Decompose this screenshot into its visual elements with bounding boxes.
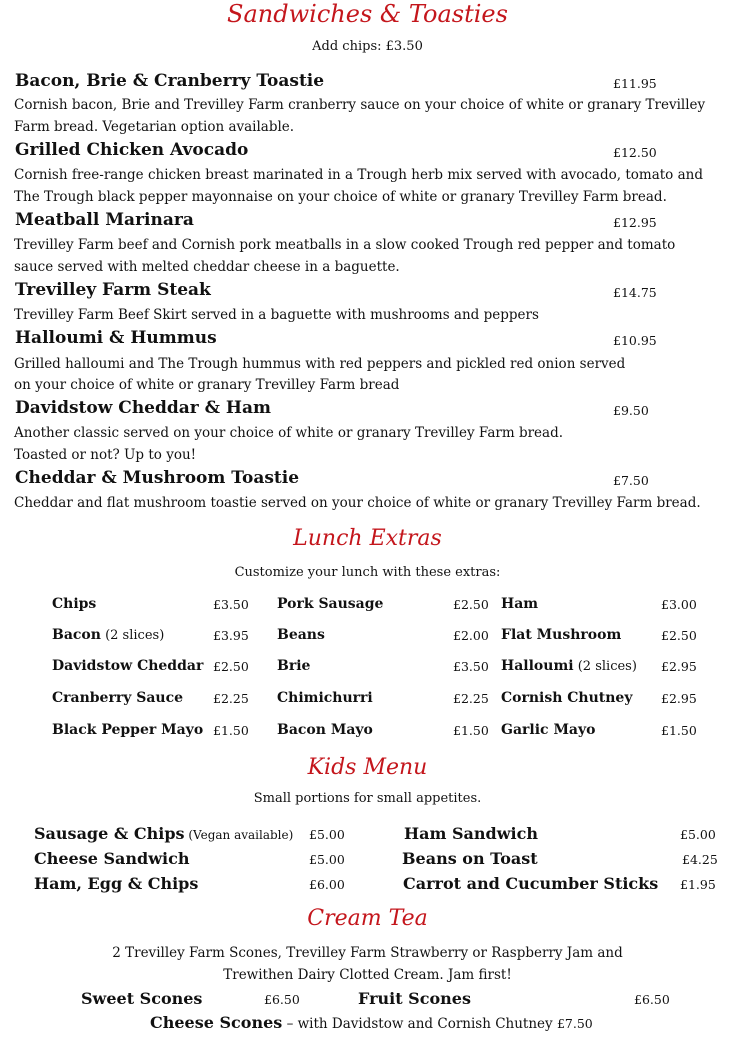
dish-description: Cornish free-range chicken breast marinated in a Trough herb mix served with avocado, tomato and xyxy=(14,167,703,183)
kids-item-price: £5.00 xyxy=(309,827,345,842)
kids-item-price: £6.00 xyxy=(309,877,345,892)
kids-menu-subtitle: Small portions for small appetites. xyxy=(253,791,482,806)
scones-name: Cheese Scones xyxy=(150,1013,283,1032)
extra-item-name: Pork Sausage xyxy=(277,596,384,612)
dish-price: £12.50 xyxy=(613,145,657,160)
cream-tea-description: 2 Trevilley Farm Scones, Trevilley Farm Strawberry or Raspberry Jam and xyxy=(112,945,623,961)
kids-item-price: £5.00 xyxy=(680,827,716,842)
cream-tea-description: Trewithen Dairy Clotted Cream. Jam first! xyxy=(223,967,512,983)
scones-name: Fruit Scones xyxy=(358,989,471,1008)
extra-item-price: £2.25 xyxy=(453,691,489,706)
dish-price: £7.50 xyxy=(613,473,649,488)
scones-price: £6.50 xyxy=(634,992,670,1007)
extra-item-name: Cranberry Sauce xyxy=(52,690,184,706)
dish-name: Meatball Marinara xyxy=(15,210,194,230)
dish-description: The Trough black pepper mayonnaise on your choice of white or granary Trevilley Farm bread. xyxy=(14,189,667,205)
kids-item-name: Cheese Sandwich xyxy=(34,849,190,868)
extra-item-name: Black Pepper Mayo xyxy=(52,722,204,738)
dish-description: Farm bread. Vegetarian option available. xyxy=(14,119,295,135)
kids-item-price: £5.00 xyxy=(309,852,345,867)
extra-item-name: Davidstow Cheddar xyxy=(52,658,204,674)
extra-item-price: £3.50 xyxy=(453,659,489,674)
extra-item-price: £2.50 xyxy=(213,659,249,674)
dish-description: Cornish bacon, Brie and Trevilley Farm cranberry sauce on your choice of white or granary Trevilley xyxy=(14,97,706,113)
dish-description: Trevilley Farm Beef Skirt served in a baguette with mushrooms and peppers xyxy=(14,307,539,323)
dish-description: sauce served with melted cheddar cheese in a baguette. xyxy=(14,259,400,275)
extra-item-price: £3.50 xyxy=(213,597,249,612)
extra-item-price: £2.95 xyxy=(661,691,697,706)
sandwiches-subtitle: Add chips: £3.50 xyxy=(312,39,423,54)
extra-item-name: Brie xyxy=(277,658,311,674)
kids-item-price: £4.25 xyxy=(682,852,718,867)
extra-item-price: £2.50 xyxy=(453,597,489,612)
lunch-extras-heading: Lunch Extras xyxy=(293,526,442,551)
extra-item-name: Flat Mushroom xyxy=(501,627,622,643)
extra-item-name: Ham xyxy=(501,596,539,612)
dish-description: Toasted or not? Up to you! xyxy=(14,447,197,463)
extra-item-name: Chips xyxy=(52,596,97,612)
kids-item-name: Carrot and Cucumber Sticks xyxy=(403,874,659,893)
dish-name: Cheddar & Mushroom Toastie xyxy=(15,468,300,488)
extra-item-name: Chimichurri xyxy=(277,690,373,706)
kids-item-name: Beans on Toast xyxy=(402,849,538,868)
extra-item-price: £2.95 xyxy=(661,659,697,674)
dish-name: Bacon, Brie & Cranberry Toastie xyxy=(15,71,325,91)
extra-item-price: £2.25 xyxy=(213,691,249,706)
extra-item-name: Halloumi (2 slices) xyxy=(501,658,637,674)
dish-name: Grilled Chicken Avocado xyxy=(15,140,249,160)
dish-description: on your choice of white or granary Trevilley Farm bread xyxy=(14,377,400,393)
extra-item-price: £2.00 xyxy=(453,628,489,643)
extra-item-price: £3.95 xyxy=(213,628,249,643)
kids-item-price: £1.95 xyxy=(680,877,716,892)
extra-item-price: £1.50 xyxy=(661,723,697,738)
dish-name: Halloumi & Hummus xyxy=(15,328,217,348)
cheese-scones-row xyxy=(150,1013,593,1032)
extra-item-name: Cornish Chutney xyxy=(501,690,633,706)
dish-price: £10.95 xyxy=(613,333,657,348)
extra-item-name: Bacon Mayo xyxy=(277,722,373,738)
dish-name: Trevilley Farm Steak xyxy=(15,280,211,300)
scones-note: – with Davidstow and Cornish Chutney xyxy=(282,1016,557,1032)
dish-price: £14.75 xyxy=(613,285,657,300)
extra-item-price: £1.50 xyxy=(453,723,489,738)
dish-description: Grilled halloumi and The Trough hummus with red peppers and pickled red onion served xyxy=(14,356,626,372)
kids-item-name: Ham, Egg & Chips xyxy=(34,874,199,893)
dish-price: £11.95 xyxy=(613,76,657,91)
kids-item-name: Sausage & Chips (Vegan available) xyxy=(34,824,294,843)
extra-item-name: Beans xyxy=(277,627,325,643)
extra-item-price: £2.50 xyxy=(661,628,697,643)
dish-price: £12.95 xyxy=(613,215,657,230)
dish-description: Cheddar and flat mushroom toastie served on your choice of white or granary Trevilley Farm bread. xyxy=(14,495,701,511)
scones-price: £7.50 xyxy=(556,1016,593,1031)
dish-description: Another classic served on your choice of white or granary Trevilley Farm bread. xyxy=(14,425,564,441)
kids-item-name: Ham Sandwich xyxy=(404,824,538,843)
dish-price: £9.50 xyxy=(613,403,649,418)
dish-name: Davidstow Cheddar & Ham xyxy=(15,398,271,418)
scones-name: Sweet Scones xyxy=(81,989,203,1008)
scones-price: £6.50 xyxy=(264,992,300,1007)
extra-item-price: £3.00 xyxy=(661,597,697,612)
cream-tea-heading: Cream Tea xyxy=(307,906,428,931)
kids-menu-heading: Kids Menu xyxy=(307,755,428,780)
extra-item-name: Garlic Mayo xyxy=(501,722,596,738)
dish-description: Trevilley Farm beef and Cornish pork meatballs in a slow cooked Trough red pepper and tomato xyxy=(14,237,676,253)
extra-item-price: £1.50 xyxy=(213,723,249,738)
extra-item-name: Bacon (2 slices) xyxy=(52,627,165,643)
lunch-extras-subtitle: Customize your lunch with these extras: xyxy=(234,565,501,580)
sandwiches-heading: Sandwiches & Toasties xyxy=(227,0,508,28)
